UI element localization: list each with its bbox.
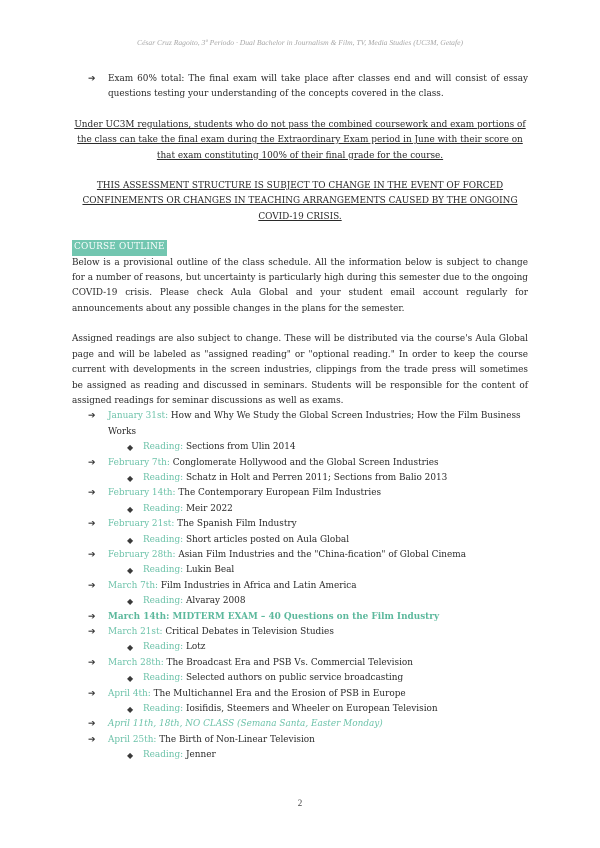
session-topic: The Contemporary European Film Industries	[178, 488, 381, 499]
reading-item	[72, 471, 528, 486]
arrow-right-icon: ➔	[88, 411, 96, 422]
diamond-icon: ◆	[127, 443, 134, 453]
reading-label: Reading:	[143, 642, 184, 653]
arrow-right-icon: ➔	[88, 611, 96, 622]
page-content	[72, 72, 528, 764]
session-topic: Asian Film Industries and the "China-fication" of Global Cinema	[178, 549, 466, 560]
reading-label: Reading:	[143, 596, 184, 607]
reading-text: Selected authors on public service broadcasting	[185, 673, 404, 684]
session-topic: The Broadcast Era and PSB Vs. Commercial Television	[166, 657, 413, 668]
reading-text: Jenner	[185, 750, 216, 761]
reading-item	[72, 640, 528, 655]
diamond-icon: ◆	[127, 705, 134, 715]
session-item	[72, 733, 528, 748]
reading-text: Iosifidis, Steemers and Wheeler on European Television	[185, 704, 438, 715]
page-number: 2	[297, 798, 303, 808]
session-item	[72, 486, 528, 501]
regulations-note: Under UC3M regulations, students who do not pass the combined coursework and exam portions of the class can take the final exam during the Extraordinary Exam period in June with their score on that exam constituting 100% of their final grade for the course.	[74, 119, 526, 161]
session-date: February 21st:	[108, 519, 175, 530]
session-topic: Conglomerate Hollywood and the Global Screen Industries	[172, 457, 439, 468]
session-date: January 31st:	[108, 411, 169, 422]
reading-label: Reading:	[143, 442, 184, 453]
diamond-icon: ◆	[127, 674, 134, 684]
session-date: March 21st:	[108, 627, 163, 637]
midterm-text: March 14th: MIDTERM EXAM – 40 Questions on the Film Industry	[108, 611, 440, 622]
schedule-list	[72, 409, 528, 763]
reading-item	[72, 702, 528, 717]
session-topic: Critical Debates in Television Studies	[165, 627, 334, 637]
session-item	[72, 409, 528, 440]
session-topic: Film Industries in Africa and Latin America	[160, 580, 357, 591]
section-heading: COURSE OUTLINE	[72, 240, 167, 255]
arrow-right-icon: ➔	[88, 457, 96, 468]
exam-bullet-text: Exam 60% total: The final exam will take place after classes end and will consist of essay questions testing your understanding of the concepts covered in the class.	[108, 74, 528, 100]
exam-bullet	[72, 72, 528, 103]
session-date: March 28th:	[108, 657, 164, 668]
diamond-icon: ◆	[127, 751, 134, 761]
reading-text: Meir 2022	[185, 503, 233, 514]
session-item	[72, 517, 528, 532]
reading-text: Alvaray 2008	[185, 596, 246, 607]
reading-label: Reading:	[143, 503, 184, 514]
session-date: April 25th:	[108, 734, 157, 745]
arrow-right-icon: ➔	[88, 580, 96, 591]
session-date: March 7th:	[108, 580, 159, 591]
reading-item	[72, 748, 528, 763]
course-outline-heading	[72, 240, 528, 255]
session-topic: The Multichannel Era and the Erosion of PSB in Europe	[153, 688, 406, 699]
reading-item	[72, 563, 528, 578]
reading-label: Reading:	[143, 534, 184, 545]
reading-label: Reading:	[143, 673, 184, 684]
noclass-text: April 11th, 18th, NO CLASS (Semana Santa, Easter Monday)	[108, 719, 383, 730]
reading-item	[72, 594, 528, 609]
arrow-right-icon: ➔	[88, 549, 96, 560]
arrow-right-icon: ➔	[88, 74, 96, 84]
noclass-item	[72, 717, 528, 732]
reading-text: Lotz	[185, 642, 206, 653]
reading-item	[72, 533, 528, 548]
arrow-right-icon: ➔	[88, 719, 96, 730]
session-date: February 28th:	[108, 549, 176, 560]
session-date: February 14th:	[108, 488, 176, 499]
session-topic: The Birth of Non-Linear Television	[159, 734, 315, 745]
session-date: February 7th:	[108, 457, 170, 468]
diamond-icon: ◆	[127, 597, 134, 607]
midterm-item	[72, 610, 528, 625]
reading-text: Lukin Beal	[185, 565, 235, 576]
readings-note: Assigned readings are also subject to change. These will be distributed via the course's Aula Global page and will be labeled as "assigned reading" or "optional reading." In order to keep the course current with developments in the screen industries, clippings from the trade press will sometimes be assigned as reading and discussed in seminars. Students will be responsible for the content of assigned readings for seminar discussions as well as exams.	[72, 334, 528, 406]
reading-item	[72, 440, 528, 455]
diamond-icon: ◆	[127, 535, 134, 545]
session-item	[72, 456, 528, 471]
page-header: César Cruz Ragoito, 3º Periodo · Dual Bachelor in Journalism & Film, TV, Media Studies (UC3M, Getafe)	[137, 38, 463, 47]
arrow-right-icon: ➔	[88, 657, 96, 668]
arrow-right-icon: ➔	[88, 734, 96, 745]
arrow-right-icon: ➔	[88, 688, 96, 699]
arrow-right-icon: ➔	[88, 627, 96, 637]
diamond-icon: ◆	[127, 566, 134, 576]
session-item	[72, 656, 528, 671]
reading-label: Reading:	[143, 565, 184, 576]
reading-item	[72, 502, 528, 517]
reading-label: Reading:	[143, 750, 184, 761]
session-item	[72, 625, 528, 640]
reading-text: Sections from Ulin 2014	[185, 442, 296, 453]
arrow-right-icon: ➔	[88, 488, 96, 499]
arrow-right-icon: ➔	[88, 519, 96, 530]
session-item	[72, 579, 528, 594]
outline-intro: Below is a provisional outline of the class schedule. All the information below is subject to change for a number of reasons, but uncertainty is particularly high during this semester due to the ongoing COVID-19 crisis. Please check Aula Global and your student email account regularly for announcements about any possible changes in the plans for the semester.	[72, 257, 528, 314]
session-topic: How and Why We Study the Global Screen Industries; How the Film Business Works	[108, 411, 521, 437]
session-date: April 4th:	[108, 688, 151, 699]
session-topic: The Spanish Film Industry	[177, 519, 297, 530]
diamond-icon: ◆	[127, 473, 134, 483]
reading-item	[72, 671, 528, 686]
reading-text: Short articles posted on Aula Global	[185, 534, 350, 545]
covid-notice: THIS ASSESSMENT STRUCTURE IS SUBJECT TO CHANGE IN THE EVENT OF FORCED CONFINEMENTS OR CHANGES IN TEACHING ARRANGEMENTS CAUSED BY THE ONGOING COVID-19 CRISIS.	[82, 181, 518, 222]
session-item	[72, 548, 528, 563]
diamond-icon: ◆	[127, 643, 134, 653]
session-item	[72, 687, 528, 702]
reading-label: Reading:	[143, 472, 184, 483]
reading-text: Schatz in Holt and Perren 2011; Sections from Balio 2013	[185, 472, 448, 483]
diamond-icon: ◆	[127, 504, 134, 514]
reading-label: Reading:	[143, 704, 184, 715]
